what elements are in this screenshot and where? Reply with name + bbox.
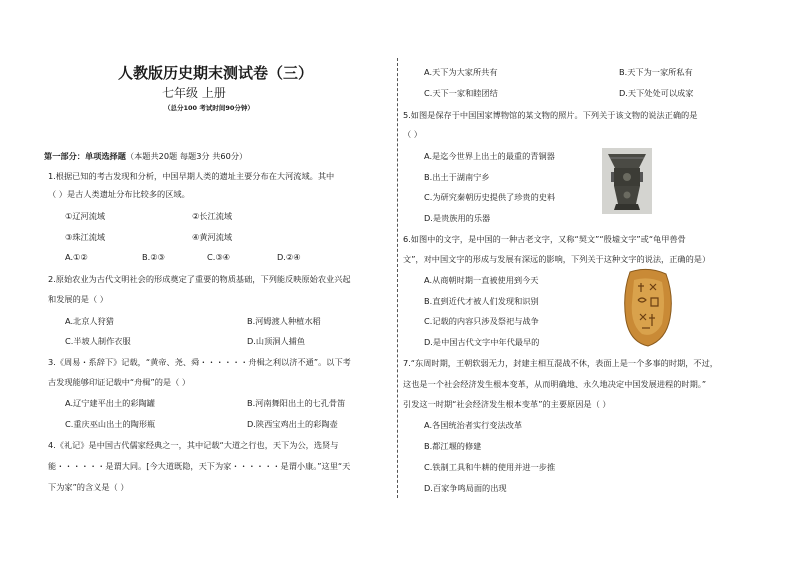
q4-line3: 下为家”的含义是（ ） xyxy=(48,482,129,492)
q4-line1: 4.《礼记》是中国古代儒家经典之一，其中记载“大道之行也，天下为公，选贤与 xyxy=(48,440,339,450)
q5-line2: （ ） xyxy=(403,129,422,139)
q1-item-4: ④黄河流域 xyxy=(192,232,233,242)
q6-option-c: C.记载的内容只涉及祭祀与战争 xyxy=(424,316,539,326)
q4-option-b: B.天下为一家所私有 xyxy=(619,67,693,77)
q3-option-a: A.辽宁建平出土的彩陶罐 xyxy=(65,398,155,408)
section-desc: （本题共20题 每题3分 共60分） xyxy=(125,151,248,161)
q6-option-a: A.从商朝时期一直被使用到今天 xyxy=(424,275,539,285)
q3-line2: 古发现能够印证记载中“舟楫”的是（ ） xyxy=(48,377,191,387)
q1-line2: （ ）是古人类遗址分布比较多的区域。 xyxy=(48,189,190,199)
q2-option-a: A.北京人狩猎 xyxy=(65,316,114,326)
q1-option-b: B.②③ xyxy=(142,252,165,262)
q5-line1: 5.如图是保存于中国国家博物馆的某文物的照片。下列关于该文物的说法正确的是 xyxy=(403,110,698,120)
q2-line1: 2.原始农业为古代文明社会的形成奠定了重要的物质基础，下列能反映原始农业兴起 xyxy=(48,274,351,284)
q7-option-a: A.各国统治者实行变法改革 xyxy=(424,420,523,430)
q1-option-d: D.②④ xyxy=(277,252,301,262)
q1-item-3: ③珠江流域 xyxy=(65,232,106,242)
q2-option-d: D.山顶洞人捕鱼 xyxy=(247,336,306,346)
q1-line1: 1.根据已知的考古发现和分析，中国早期人类的遗址主要分布在大河流域。其中 xyxy=(48,171,335,181)
bronze-vessel-image xyxy=(602,148,652,214)
exam-title: 人教版历史期末测试卷（三） xyxy=(118,64,314,82)
q3-option-c: C.重庆巫山出土的陶形瓶 xyxy=(65,419,156,429)
q6-line1: 6.如图中的文字，是中国的一种古老文字，又称“契文”“殷墟文字”或“龟甲兽骨 xyxy=(403,234,686,244)
q3-option-d: D.陕西宝鸡出土的彩陶壶 xyxy=(247,419,338,429)
q1-item-2: ②长江流域 xyxy=(192,211,233,221)
grade-label: 七年级 上册 xyxy=(162,86,226,100)
q5-option-d: D.是贵族用的乐器 xyxy=(424,213,491,223)
q4-line2: 能・・・・・・是谓大同。[今大道既隐，天下为家・・・・・・是谓小康。”这里“天 xyxy=(48,461,351,471)
q1-option-a: A.①② xyxy=(65,252,88,262)
exam-note: （总分100 考试时间90分钟） xyxy=(164,104,254,112)
q4-option-c: C.天下一家和睦团结 xyxy=(424,88,498,98)
q7-line1: 7.“东周时期，王朝软弱无力，封建主相互混战不休，表面上是一个多事的时期，不过， xyxy=(403,358,718,368)
q1-item-1: ①辽河流域 xyxy=(65,211,106,221)
q6-option-d: D.是中国古代文字中年代最早的 xyxy=(424,337,540,347)
column-divider xyxy=(397,58,398,498)
q7-option-b: B.都江堰的修建 xyxy=(424,441,482,451)
q5-option-a: A.是迄今世界上出土的最重的青铜器 xyxy=(424,151,555,161)
q5-option-c: C.为研究秦朝历史提供了珍贵的史料 xyxy=(424,192,556,202)
q7-line2: 这也是一个社会经济发生根本变革，从而明确地、永久地决定中国发展进程的时期。” xyxy=(403,379,707,389)
q4-option-d: D.天下处处可以成家 xyxy=(619,88,694,98)
oracle-bone-image xyxy=(620,268,676,348)
q3-option-b: B.河南舞阳出土的七孔骨笛 xyxy=(247,398,346,408)
q2-line2: 和发展的是（ ） xyxy=(48,294,108,304)
q7-option-c: C.铁制工具和牛耕的使用并进一步推 xyxy=(424,462,556,472)
q2-option-b: B.河姆渡人种植水稻 xyxy=(247,316,321,326)
q7-option-d: D.百家争鸣局面的出现 xyxy=(424,483,507,493)
q5-option-b: B.出土于湖南宁乡 xyxy=(424,172,490,182)
q6-option-b: B.直到近代才被人们发现和识别 xyxy=(424,296,539,306)
section-heading xyxy=(44,151,247,161)
q6-line2: 文”，对中国文字的形成与发展有深远的影响，下列关于这种文字的说法，正确的是） xyxy=(403,254,711,264)
section-title: 第一部分：单项选择题 xyxy=(44,151,126,161)
q2-option-c: C.半坡人制作衣服 xyxy=(65,336,131,346)
q1-option-c: C.③④ xyxy=(207,252,230,262)
q4-option-a: A.天下为大家所共有 xyxy=(424,67,498,77)
q3-line1: 3.《周易・系辞下》记载，“黄帝、尧、舜・・・・・・舟楫之利以济不通”。以下考 xyxy=(48,357,351,367)
q7-line3: 引发这一时期“社会经济发生根本变革”的主要原因是（ ） xyxy=(403,399,611,409)
